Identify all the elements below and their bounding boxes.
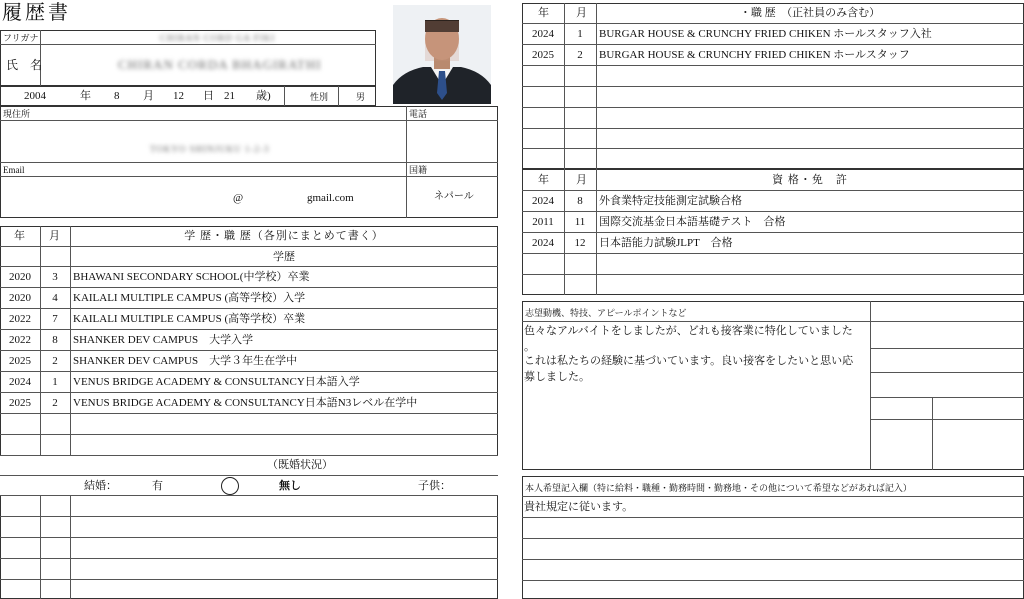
table-row-month: 8 xyxy=(52,334,58,346)
married-yes: 有 xyxy=(152,480,163,492)
row-divider xyxy=(522,274,1024,275)
motivation-line-3: これは私たちの経験に基づいています。良い接客をしたいと思い応 xyxy=(524,355,854,367)
table-row-month: 2 xyxy=(52,397,58,409)
table-row-year: 2022 xyxy=(9,334,31,346)
license-col-year: 年 xyxy=(538,174,549,186)
row-divider xyxy=(522,44,1024,45)
requests-text: 貴社規定に従います。 xyxy=(524,501,634,513)
table-row-month: 2 xyxy=(577,49,583,61)
nationality-value: ネパール xyxy=(434,191,474,202)
row-divider xyxy=(522,190,1024,191)
person-photo-icon xyxy=(393,5,491,104)
row-divider xyxy=(522,211,1024,212)
age-unit: 歳) xyxy=(256,90,271,102)
table-row-month: 3 xyxy=(52,271,58,283)
row-divider xyxy=(522,128,1024,129)
row-divider xyxy=(0,266,498,267)
address-value: TOKYO SHINJUKU 1-2-3 xyxy=(150,144,270,154)
birth-day-unit: 日 xyxy=(203,90,214,102)
table-row-month: 4 xyxy=(52,292,58,304)
row-divider xyxy=(522,23,1024,24)
row-divider xyxy=(0,329,498,330)
table-row-year: 2020 xyxy=(9,271,31,283)
table-row-text: BURGAR HOUSE & CRUNCHY FRIED CHIKEN ホールスタッフ xyxy=(599,49,910,61)
birth-month-unit: 月 xyxy=(143,90,154,102)
work-header: ・職 歴 （正社員のみ含む） xyxy=(739,7,881,19)
motivation-line-2: 。 xyxy=(524,341,535,353)
row-divider xyxy=(0,579,498,580)
table-row-month: 2 xyxy=(52,355,58,367)
table-row-text: BURGAR HOUSE & CRUNCHY FRIED CHIKEN ホールスタッフ入社 xyxy=(599,28,932,40)
row-divider xyxy=(0,434,498,435)
married-label: 結婚： xyxy=(84,480,117,492)
motivation-line-4: 募しました。 xyxy=(524,371,590,383)
furigana-value: CHIRAN CORD GA FIKI xyxy=(160,33,276,43)
motivation-header: 志望動機、特技、アピールポイントなど xyxy=(525,308,687,318)
row-divider xyxy=(0,287,498,288)
table-row-month: 7 xyxy=(52,313,58,325)
birth-year: 2004 xyxy=(24,90,46,102)
table-row-year: 2024 xyxy=(532,28,554,40)
email-label: Email xyxy=(3,165,25,175)
table-row-year: 2025 xyxy=(9,397,31,409)
edu-col-month: 月 xyxy=(49,230,60,242)
table-row-year: 2022 xyxy=(9,313,31,325)
phone-label: 電話 xyxy=(409,109,428,119)
table-row-month: 11 xyxy=(574,216,586,228)
edu-section-label: 学歴 xyxy=(273,251,295,263)
table-row-text: 外食業特定技能測定試験合格 xyxy=(599,195,742,207)
table-row-text: KAILALI MULTIPLE CAMPUS (高等学校）卒業 xyxy=(73,313,306,325)
table-row-text: 日本語能力試験JLPT 合格 xyxy=(599,237,733,249)
row-divider xyxy=(0,308,498,309)
row-divider xyxy=(522,65,1024,66)
table-row-month: 1 xyxy=(52,376,58,388)
motivation-line-1: 色々なアルバイトをしましたが、どれも接客業に特化していました xyxy=(524,325,853,337)
row-divider xyxy=(0,413,498,414)
license-header: 資 格・免 許 xyxy=(772,174,848,186)
table-row-text: 国際交流基金日本語基礎テスト 合格 xyxy=(599,216,786,228)
requests-header: 本人希望記入欄（特に給料・職種・勤務時間・勤務地・その他について希望などがあれば記入） xyxy=(525,483,912,493)
marital-header: （既婚状況） xyxy=(267,459,333,471)
name-value: CHIRAN CORDA BHAGIRATHI xyxy=(118,57,322,72)
table-row-year: 2025 xyxy=(9,355,31,367)
table-row-text: SHANKER DEV CAMPUS 大学入学 xyxy=(73,334,254,346)
table-row-month: 1 xyxy=(577,28,583,40)
address-label: 現住所 xyxy=(3,109,31,119)
email-domain: gmail.com xyxy=(307,192,354,204)
gender-value: 男 xyxy=(356,92,366,102)
birth-day: 12 xyxy=(173,90,184,102)
row-divider xyxy=(0,246,498,247)
table-row-year: 2024 xyxy=(532,195,554,207)
birth-year-unit: 年 xyxy=(80,90,91,102)
table-row-year: 2025 xyxy=(532,49,554,61)
table-row-month: 12 xyxy=(574,237,586,249)
table-row-year: 2011 xyxy=(532,216,554,228)
row-divider xyxy=(0,558,498,559)
table-row-text: VENUS BRIDGE ACADEMY & CONSULTANCY日本語入学 xyxy=(73,376,360,388)
edu-header: 学 歴・職 歴（各別にまとめて書く） xyxy=(184,230,384,242)
table-row-year: 2024 xyxy=(532,237,554,249)
table-row-text: KAILALI MULTIPLE CAMPUS (高等学校）入学 xyxy=(73,292,306,304)
row-divider xyxy=(0,516,498,517)
table-row-year: 2020 xyxy=(9,292,31,304)
selected-circle-icon xyxy=(221,477,239,495)
table-row-text: BHAWANI SECONDARY SCHOOL(中学校）卒業 xyxy=(73,271,310,283)
row-divider xyxy=(522,232,1024,233)
table-row-month: 8 xyxy=(577,195,583,207)
row-divider xyxy=(522,148,1024,149)
work-col-month: 月 xyxy=(576,7,587,19)
row-divider xyxy=(0,537,498,538)
birth-month: 8 xyxy=(114,90,120,102)
row-divider xyxy=(522,253,1024,254)
license-col-month: 月 xyxy=(576,174,587,186)
nationality-label: 国籍 xyxy=(409,165,428,175)
name-label: 氏 名 xyxy=(6,58,43,72)
age: 21 xyxy=(224,90,235,102)
row-divider xyxy=(522,107,1024,108)
married-no: 無し xyxy=(279,480,301,492)
furigana-label: フリガナ xyxy=(3,33,39,43)
gender-label: 性別 xyxy=(310,92,329,102)
table-row-text: SHANKER DEV CAMPUS 大学３年生在学中 xyxy=(73,355,298,367)
edu-col-year: 年 xyxy=(14,230,25,242)
row-divider xyxy=(0,350,498,351)
id-photo xyxy=(393,5,491,104)
row-divider xyxy=(522,86,1024,87)
page-title: 履歴書 xyxy=(2,2,71,24)
email-at: @ xyxy=(233,192,244,204)
children-label: 子供： xyxy=(418,480,451,492)
table-row-year: 2024 xyxy=(9,376,31,388)
work-col-year: 年 xyxy=(538,7,549,19)
row-divider xyxy=(0,392,498,393)
table-row-text: VENUS BRIDGE ACADEMY & CONSULTANCY日本語N3レベル在学中 xyxy=(73,397,418,409)
row-divider xyxy=(0,371,498,372)
